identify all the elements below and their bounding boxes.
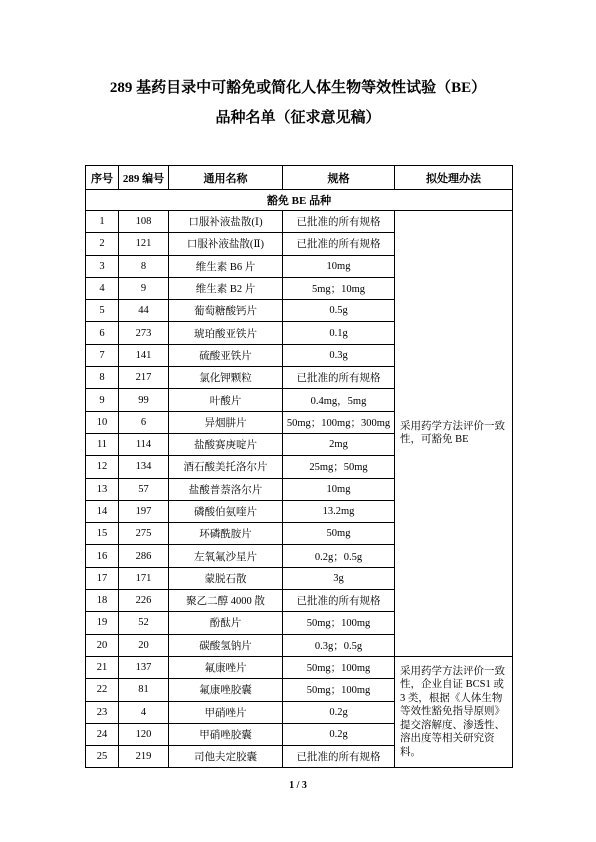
cell-code: 137 — [119, 656, 169, 678]
cell-spec: 0.2g — [283, 723, 395, 745]
cell-seq: 19 — [86, 612, 119, 634]
cell-spec: 已批准的所有规格 — [283, 211, 395, 233]
cell-seq: 22 — [86, 679, 119, 701]
drug-list-table — [85, 165, 513, 768]
table-row — [86, 211, 513, 233]
cell-name: 琥珀酸亚铁片 — [169, 322, 283, 344]
cell-code: 275 — [119, 523, 169, 545]
cell-code: 99 — [119, 389, 169, 411]
cell-name: 聚乙二醇 4000 散 — [169, 590, 283, 612]
cell-seq: 12 — [86, 456, 119, 478]
page-title: 289 基药目录中可豁免或简化人体生物等效性试验（BE） — [109, 80, 487, 96]
cell-seq: 15 — [86, 523, 119, 545]
cell-code: 219 — [119, 746, 169, 768]
cell-spec: 10mg — [283, 478, 395, 500]
cell-seq: 11 — [86, 433, 119, 455]
cell-name: 酒石酸美托洛尔片 — [169, 456, 283, 478]
cell-code: 286 — [119, 545, 169, 567]
cell-spec: 0.3g；0.5g — [283, 634, 395, 656]
cell-spec: 已批准的所有规格 — [283, 367, 395, 389]
cell-spec: 0.4mg，5mg — [283, 389, 395, 411]
cell-code: 171 — [119, 567, 169, 589]
cell-spec: 13.2mg — [283, 500, 395, 522]
cell-seq: 16 — [86, 545, 119, 567]
cell-method: 采用药学方法评价一致性，企业自证 BCS1 或 3 类，根据《人体生物等效性豁免指导原则》提交溶解度、渗透性、溶出度等相关研究资料。 — [395, 656, 513, 767]
cell-name: 甲硝唑片 — [169, 701, 283, 723]
cell-seq: 21 — [86, 656, 119, 678]
cell-code: 226 — [119, 590, 169, 612]
table-row — [86, 656, 513, 678]
cell-seq: 23 — [86, 701, 119, 723]
cell-name: 维生素 B6 片 — [169, 255, 283, 277]
cell-code: 217 — [119, 367, 169, 389]
cell-spec: 0.3g — [283, 344, 395, 366]
header-name: 通用名称 — [169, 166, 283, 190]
header-code: 289 编号 — [119, 166, 169, 190]
header-seq: 序号 — [86, 166, 119, 190]
cell-name: 氟康唑片 — [169, 656, 283, 678]
cell-code: 197 — [119, 500, 169, 522]
cell-code: 134 — [119, 456, 169, 478]
cell-code: 8 — [119, 255, 169, 277]
cell-spec: 0.2g；0.5g — [283, 545, 395, 567]
cell-spec: 0.5g — [283, 300, 395, 322]
cell-spec: 10mg — [283, 255, 395, 277]
cell-method: 采用药学方法评价一致性，可豁免 BE — [395, 211, 513, 657]
cell-spec: 50mg — [283, 523, 395, 545]
cell-code: 52 — [119, 612, 169, 634]
cell-seq: 20 — [86, 634, 119, 656]
cell-code: 57 — [119, 478, 169, 500]
cell-spec: 已批准的所有规格 — [283, 590, 395, 612]
cell-code: 6 — [119, 411, 169, 433]
header-spec: 规格 — [283, 166, 395, 190]
cell-name: 环磷酰胺片 — [169, 523, 283, 545]
cell-name: 氟康唑胶囊 — [169, 679, 283, 701]
cell-name: 碳酸氢钠片 — [169, 634, 283, 656]
cell-seq: 2 — [86, 233, 119, 255]
cell-code: 141 — [119, 344, 169, 366]
cell-seq: 4 — [86, 277, 119, 299]
cell-seq: 17 — [86, 567, 119, 589]
cell-seq: 9 — [86, 389, 119, 411]
page-number: 1 / 3 — [289, 780, 307, 791]
cell-name: 蒙脱石散 — [169, 567, 283, 589]
header-method: 拟处理办法 — [395, 166, 513, 190]
cell-spec: 0.2g — [283, 701, 395, 723]
page-subtitle: 品种名单（征求意见稿） — [215, 110, 381, 126]
cell-spec: 25mg；50mg — [283, 456, 395, 478]
cell-seq: 6 — [86, 322, 119, 344]
cell-name: 磷酸伯氨喹片 — [169, 500, 283, 522]
cell-code: 81 — [119, 679, 169, 701]
cell-name: 硫酸亚铁片 — [169, 344, 283, 366]
cell-spec: 50mg；100mg — [283, 679, 395, 701]
cell-seq: 3 — [86, 255, 119, 277]
cell-spec: 50mg；100mg — [283, 612, 395, 634]
cell-code: 4 — [119, 701, 169, 723]
cell-seq: 13 — [86, 478, 119, 500]
cell-name: 甲硝唑胶囊 — [169, 723, 283, 745]
cell-seq: 25 — [86, 746, 119, 768]
cell-code: 20 — [119, 634, 169, 656]
cell-seq: 18 — [86, 590, 119, 612]
cell-name: 口服补液盐散(Ⅰ) — [169, 211, 283, 233]
cell-spec: 50mg；100mg；300mg — [283, 411, 395, 433]
cell-spec: 5mg；10mg — [283, 277, 395, 299]
section-row — [86, 190, 513, 211]
table-header-row — [86, 166, 513, 190]
cell-name: 口服补液盐散(Ⅱ) — [169, 233, 283, 255]
cell-spec: 已批准的所有规格 — [283, 746, 395, 768]
cell-spec: 50mg；100mg — [283, 656, 395, 678]
cell-name: 酚酞片 — [169, 612, 283, 634]
cell-name: 盐酸普萘洛尔片 — [169, 478, 283, 500]
cell-code: 44 — [119, 300, 169, 322]
cell-code: 9 — [119, 277, 169, 299]
cell-spec: 已批准的所有规格 — [283, 233, 395, 255]
cell-name: 叶酸片 — [169, 389, 283, 411]
cell-name: 异烟肼片 — [169, 411, 283, 433]
section-heading: 豁免 BE 品种 — [86, 190, 513, 211]
cell-name: 葡萄糖酸钙片 — [169, 300, 283, 322]
cell-seq: 8 — [86, 367, 119, 389]
cell-spec: 2mg — [283, 433, 395, 455]
cell-code: 108 — [119, 211, 169, 233]
cell-seq: 24 — [86, 723, 119, 745]
cell-name: 盐酸赛庚啶片 — [169, 433, 283, 455]
cell-seq: 5 — [86, 300, 119, 322]
cell-spec: 0.1g — [283, 322, 395, 344]
cell-seq: 7 — [86, 344, 119, 366]
cell-code: 120 — [119, 723, 169, 745]
cell-code: 114 — [119, 433, 169, 455]
cell-name: 左氧氟沙星片 — [169, 545, 283, 567]
cell-name: 维生素 B2 片 — [169, 277, 283, 299]
cell-seq: 14 — [86, 500, 119, 522]
cell-seq: 10 — [86, 411, 119, 433]
cell-spec: 3g — [283, 567, 395, 589]
cell-code: 273 — [119, 322, 169, 344]
cell-name: 氯化钾颗粒 — [169, 367, 283, 389]
cell-name: 司他夫定胶囊 — [169, 746, 283, 768]
cell-code: 121 — [119, 233, 169, 255]
cell-seq: 1 — [86, 211, 119, 233]
